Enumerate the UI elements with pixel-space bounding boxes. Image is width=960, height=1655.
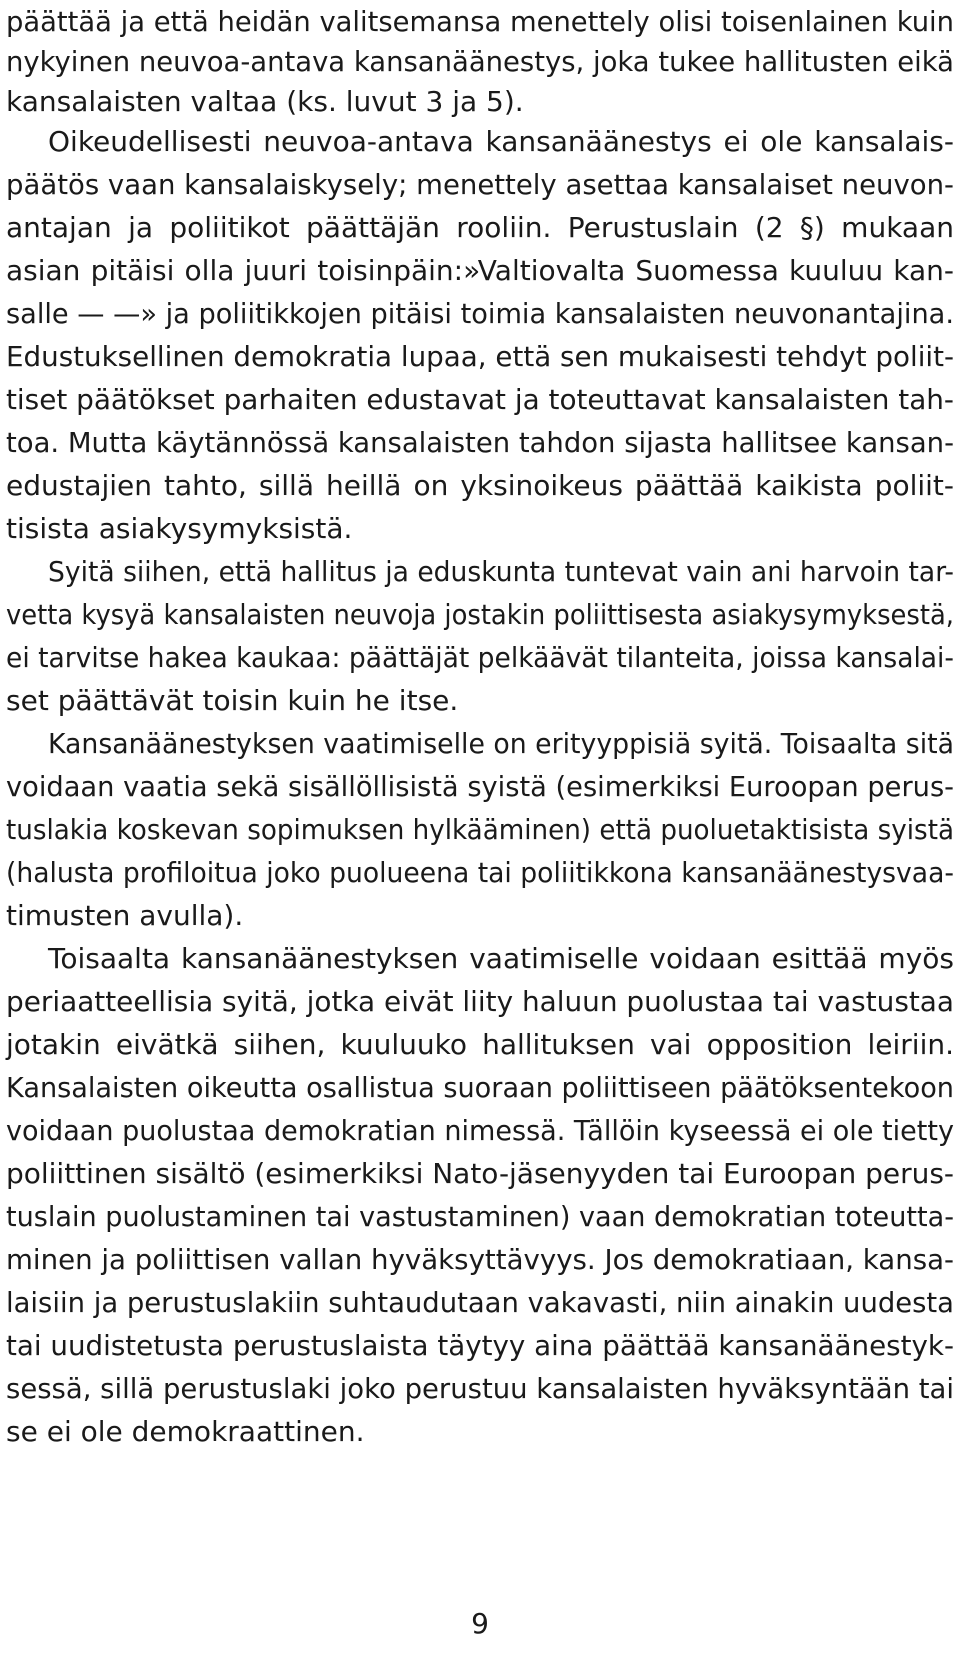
- text-line: antajan ja poliitikot päättäjän rooliin. Perustuslain (2 §) mukaan: [6, 211, 954, 244]
- text-line: jotakin eivätkä siihen, kuuluuko hallituksen vai opposition leiriin.: [6, 1028, 954, 1061]
- text-line: tuslain puolustaminen tai vastustaminen) vaan demokratian toteutta-: [6, 1200, 954, 1233]
- text-line: Kansalaisten oikeutta osallistua suoraan poliittiseen päätöksentekoon: [6, 1071, 954, 1104]
- text-line: Syitä siihen, että hallitus ja eduskunta tuntevat vain ani harvoin tar-: [48, 555, 954, 588]
- text-line: laisiin ja perustuslakiin suhtaudutaan vakavasti, niin ainakin uudesta: [6, 1286, 954, 1319]
- text-line: Kansanäänestyksen vaatimiselle on erityyppisiä syitä. Toisaalta sitä: [48, 727, 954, 760]
- text-line: Edustuksellinen demokratia lupaa, että sen mukaisesti tehdyt poliit-: [6, 340, 954, 373]
- text-line: poliittinen sisältö (esimerkiksi Nato-jäsenyyden tai Euroopan perus-: [6, 1157, 954, 1190]
- text-line: tuslakia koskevan sopimuksen hylkääminen) että puoluetaktisista syistä: [6, 813, 954, 846]
- text-line: tai uudistetusta perustuslaista täytyy aina päättää kansanäänestyk-: [6, 1329, 954, 1362]
- text-line: päättää ja että heidän valitsemansa menettely olisi toisenlainen kuin: [6, 5, 954, 38]
- text-line: minen ja poliittisen vallan hyväksyttävyys. Jos demokratiaan, kansa-: [6, 1243, 954, 1276]
- text-line: (halusta profiloitua joko puolueena tai poliitikkona kansanäänestysvaa-: [6, 856, 954, 889]
- text-line: ei tarvitse hakea kaukaa: päättäjät pelkäävät tilanteita, joissa kansalai-: [6, 641, 954, 674]
- text-line: vetta kysyä kansalaisten neuvoja jostakin poliittisesta asiakysymyksestä,: [6, 598, 954, 631]
- text-line: kansalaisten valtaa (ks. luvut 3 ja 5).: [6, 85, 524, 118]
- text-line: päätös vaan kansalaiskysely; menettely asettaa kansalaiset neuvon-: [6, 168, 954, 201]
- page-number: 9: [471, 1607, 489, 1640]
- text-line: periaatteellisia syitä, jotka eivät liity haluun puolustaa tai vastustaa: [6, 985, 954, 1018]
- text-line: timusten avulla).: [6, 899, 244, 932]
- text-line: Oikeudellisesti neuvoa-antava kansanäänestys ei ole kansalais-: [48, 125, 954, 158]
- text-line: tiset päätökset parhaiten edustavat ja toteuttavat kansalaisten tah-: [6, 383, 954, 416]
- text-line: tisista asiakysymyksistä.: [6, 512, 353, 545]
- text-line: nykyinen neuvoa-antava kansanäänestys, joka tukee hallitusten eikä: [6, 45, 954, 78]
- text-line: voidaan vaatia sekä sisällöllisistä syistä (esimerkiksi Euroopan perus-: [6, 770, 954, 803]
- text-line: asian pitäisi olla juuri toisinpäin:»Valtiovalta Suomessa kuuluu kan-: [6, 254, 954, 287]
- text-line: sessä, sillä perustuslaki joko perustuu kansalaisten hyväksyntään tai: [6, 1372, 954, 1405]
- text-line: salle — —» ja poliitikkojen pitäisi toimia kansalaisten neuvonantajina.: [6, 297, 954, 330]
- text-line: edustajien tahto, sillä heillä on yksinoikeus päättää kaikista poliit-: [6, 469, 954, 502]
- text-line: toa. Mutta käytännössä kansalaisten tahdon sijasta hallitsee kansan-: [6, 426, 954, 459]
- text-line: set päättävät toisin kuin he itse.: [6, 684, 459, 717]
- text-line: Toisaalta kansanäänestyksen vaatimiselle voidaan esittää myös: [48, 942, 954, 975]
- text-line: voidaan puolustaa demokratian nimessä. Tällöin kyseessä ei ole tietty: [6, 1114, 954, 1147]
- text-line: se ei ole demokraattinen.: [6, 1415, 365, 1448]
